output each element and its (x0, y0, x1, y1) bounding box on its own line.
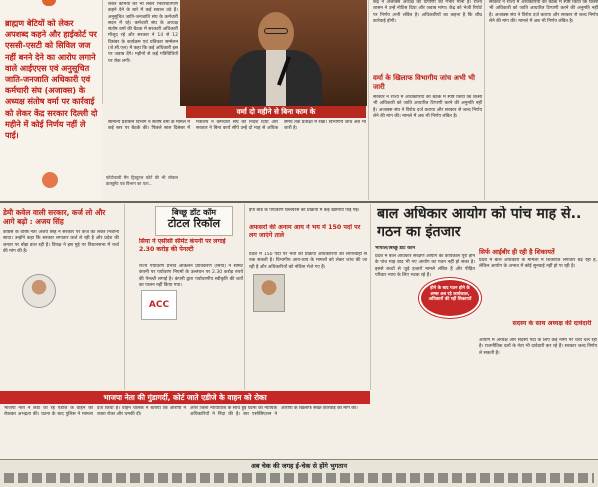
section-banner (155, 206, 233, 236)
sidebar-text2: आयोग में अध्यक्ष और सदस्य पदों के लिए कई नामों पर चर्चा चल रही है। राजनीतिक दलों के नेता भी दावेदारी कर रहे हैं। सरकार जल्द निर्णय ले सकती है। (479, 338, 597, 356)
mid-left-text: कांग्रेस के वरिष्ठ नेता अजय सिंह ने सरकार पर कर्ज को लेकर निशाना साधा। उन्होंने कहा कि सरकार लगातार कर्ज ले रही है और प्रदेश की जनता पर बोझ डाल रही है। विपक्ष ने इस मुद्दे पर विधानसभा में चर्चा की मांग की है। (3, 230, 119, 254)
bullet-icon (42, 172, 58, 188)
section-divider (0, 201, 598, 203)
mid-center-column (124, 204, 244, 390)
mid-right-byline: भोपाल/बिच्छू डॉट कॉम (375, 246, 416, 251)
acc-logo (141, 290, 177, 320)
sidebar-text: प्रदेश में बाल अधिकारों के मामलों में शिकायतें लगातार बढ़ रही हैं, लेकिन आयोग के अभाव में कोई सुनवाई नहीं हो पा रही है। (479, 258, 597, 270)
portrait-photo (22, 274, 56, 308)
bottom-strip (0, 459, 598, 487)
photo-caption-bar: वर्मा दो महीने से बिना काम के (186, 106, 366, 118)
photo-glasses (264, 28, 288, 34)
bottom-text-right: अपर जिला न्यायाधीश के साथ हुई घटना की न्यायिक अधिकारियों ने निंदा की है। बार एसोसिएशन ने आरोपी के खिलाफ सख्त कार्रवाई की मांग की। (190, 406, 358, 418)
banner-line2: टोटल रिकॉल (167, 216, 221, 230)
mid-right-section (370, 204, 598, 390)
sidebar-title: सिर्फ आईबीर ही रही है शिकायतें (479, 248, 555, 256)
mid-center2-headline: अफसरों की अनाम आय ने भय में 150 पदों पर लग जाएंगे ताले (249, 224, 361, 239)
mid-center-headline: सिया ने एसीसी सीमेंट कंपनी पर लगाई 2.30 करोड़ की पेनल्टी (139, 238, 226, 253)
mid-center2-text: प्रदेश में 150 पदों पर भर्ती की प्रक्रिया अधिकारियों की लापरवाही से रुक सकती है। विभागीय आय-व्यय के मामलों को लेकर जांच की जा रही है और अधिकारियों को नोटिस भेजे गए हैं। (249, 252, 367, 270)
mid-left-column (0, 204, 122, 390)
acc-label: ACC (148, 300, 170, 310)
top-col3-text: सामान्य प्रशासन विभाग ने संतोष वर्मा के मामले में कई स्तर पर बैठकें की। पिछले साल दिसंबर में मंत्रालय ने कर्मचारी संघ को निर्देश दिया और सरकार ने बिना कार्य सौंपे उन्हें दो माह से अधिक समय तक प्रतीक्षा में रखा। विभागीय जांच अब भी जारी है। (108, 120, 366, 132)
top-col2-text: लेकर कर्मियों की भी लेकर भितरघातपण कहने देने के बारे में कई सवाल उठे हैं। अनुसूचित जाति-जनजाति संघ के कर्मचारी सदन में रहे। कर्मचारी संघ के अध्यक्ष संतोष वर्मा की बैठक में सरकारी अधिकारी मौजूद रहे और सरकार ने 14 से 12 दिसंबर के कार्यक्रम एवं प्रतिकार सम्मेलन (जे.सी.एल) में कहा कि कई अधिकारी इस पर जवाब देंगे। महीनों से कई गतिविधियों पर रोक लगी। (108, 2, 178, 64)
top-left-caption: फोटोकापी मैन ट्रिब्यूनल कोर्ट की भी लोकल डाक्यूमेंट पत्र विभाग का पता... (106, 175, 178, 187)
mid-center-text: राज्य पर्यावरण प्रभाव आकलन प्राधिकरण (सिया) ने सीमेंट कंपनी पर पर्यावरण नियमों के उल्लंघन पर 2.30 करोड़ रुपये की पेनल्टी लगाई है। कंपनी द्वारा पर्यावरणीय स्वीकृति की शर्तों का पालन नहीं किया गया। (139, 264, 243, 288)
top-left-headline: ब्राह्मण बेटियों को लेकर अपशब्द कहने और हाईकोर्ट पर एससी-एसटी को सिविल जज नहीं बनने देने का आरोप लगाने वाले आईएएस एवं अनुसूचित जाति-जनजाति अधिकारी एवं कर्मचारी संघ (अजाक्स) के अध्यक्ष संतोष वर्मा पर कार्रवाई को लेकर केंद्र सरकार दिल्ली दो महीने में कोई निर्णय नहीं ले पाई। (5, 18, 98, 141)
bottom-strip-headline: अब चेक की जगह ई-चेक से होंगे भुगतान (250, 462, 348, 470)
bottom-strip-rule (4, 473, 594, 483)
bottom-bar-headline: भाजपा नेता की गुंडागर्दी, कोर्ट जाते एडीजे के वाहन को रोका (0, 391, 370, 404)
top-col4-text-b: सरकार ने राज्य में अधिकारियों की बैठक में स्पष्ट किया कि किसी भी अधिकारी को जाति आधारित टिप्पणी करने की अनुमति नहीं है। अजाक्स संघ ने विरोध दर्ज कराया और सरकार से जल्द निर्णय लेने की मांग की। मामले में अब भी निर्णय लंबित है। (373, 95, 482, 120)
callout-badge (419, 278, 481, 318)
mid-center2-top-text: ईपी बोर्ड के पर्यावरण क्लियरेंस की प्रक्रिया में कई खामियां पाई गईं। (249, 208, 360, 213)
bottom-text-left: भाजपा नेता ने कोर्ट जा रहे एडीजे के वाहन को रोककर अभद्रता की। घटना के बाद पुलिस ने मामला दर्ज किया है। वाहन चालक ने बताया कि आरोपी ने रास्ता रोका और धमकी दी। (4, 406, 186, 418)
top-left-column (0, 0, 102, 200)
banner-line1: बिच्छू डॉट कॉम (171, 208, 217, 217)
minister-photo (180, 0, 367, 106)
top-col5-text: सरकार ने राज्य में अधिकारियों की बैठक में स्पष्ट किया कि किसी भी अधिकारी को जाति आधारित टिप्पणी करने की अनुमति नहीं है। अजाक्स संघ ने विरोध दर्ज कराया और सरकार से जल्द निर्णय लेने की मांग की। मामले में अब भी निर्णय लंबित है। (484, 0, 598, 200)
mid-center2-column (244, 204, 369, 390)
sidebar-title2: सदस्य के साथ अध्यक्ष की दावेदारी (512, 320, 592, 327)
callout-text: होने के बाद गठन होने के लम्बा अब रहे कार्यकाल, अधिकारों की रहीं शिकायतें (428, 286, 472, 303)
top-col4 (368, 0, 482, 200)
top-col4-title: वर्मा के खिलाफ विभागीय जांच अभी भी जारी (373, 74, 475, 91)
top-col4-text-a: केंद्र ने अजाक्स अध्यक्ष की टिप्पणी को गंभीर माना है। राज्य शासन ने उन्हें नोटिस दिया और जवाब मांगा। केंद्र को भेजी रिपोर्ट पर निर्णय अभी लंबित है। अधिकारियों का कहना है कि शीघ्र कार्रवाई होगी। (373, 0, 482, 24)
bullet-icon (42, 0, 56, 6)
mid-right-text: प्रदेश में बाल अधिकार संरक्षण आयोग का कार्यकाल पूरा होने के पांच माह बाद भी नए आयोग का गठन नहीं हो सका है। इससे बच्चों से जुड़े हजारों मामले लंबित हैं और पीड़ित परिवार न्याय के लिए भटक रहे हैं। (375, 254, 475, 278)
mid-right-headline: बाल अधिकार आयोग को पांच माह से.. गठन का इंतजार (377, 206, 582, 240)
mid-left-headline: डेमी कवेल वाली सरकार, कर्ज लो और आगे बढ़ो : अजय सिंह (3, 208, 106, 226)
official-photo (253, 274, 285, 312)
